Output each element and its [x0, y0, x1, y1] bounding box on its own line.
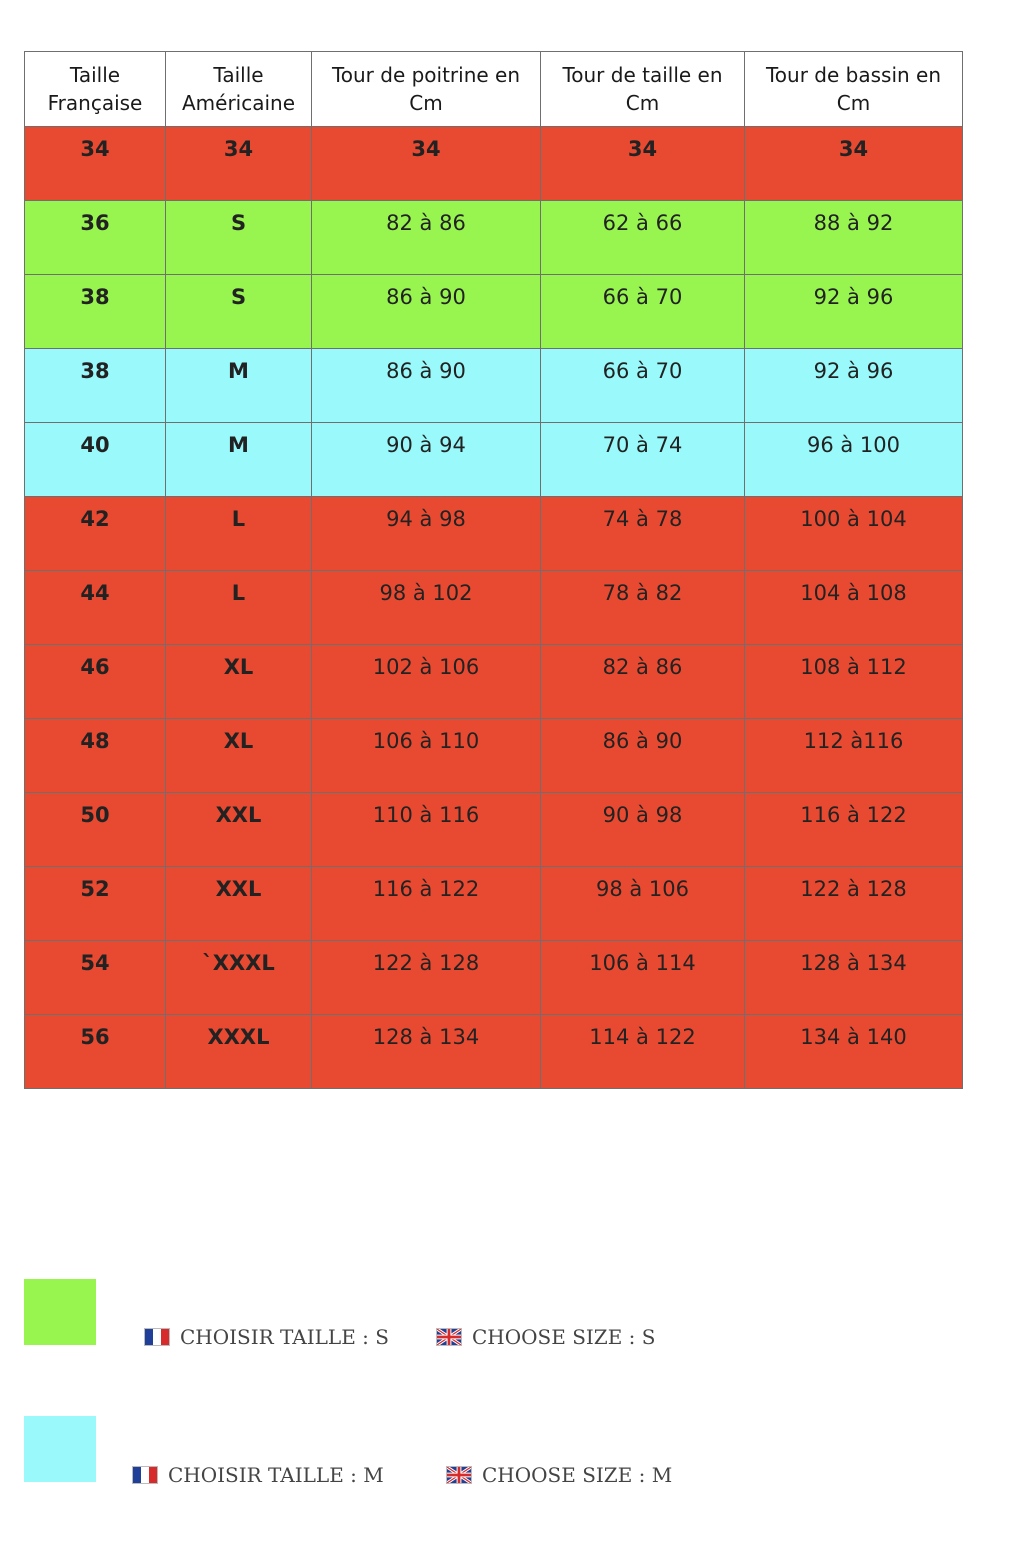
column-header-0	[25, 52, 166, 127]
table-cell: 116 à 122	[745, 793, 963, 867]
table-cell: 112 à116	[745, 719, 963, 793]
table-cell: 128 à 134	[745, 941, 963, 1015]
table-cell: 38	[25, 275, 166, 349]
column-header-line: Tour de bassin en	[765, 63, 942, 87]
table-cell: 116 à 122	[312, 867, 541, 941]
table-cell: 66 à 70	[541, 275, 745, 349]
table-cell: 122 à 128	[312, 941, 541, 1015]
table-cell: 86 à 90	[312, 349, 541, 423]
table-cell: 94 à 98	[312, 497, 541, 571]
table-cell: 88 à 92	[745, 201, 963, 275]
column-header-2	[312, 52, 541, 127]
uk-flag-icon	[436, 1328, 462, 1346]
table-cell: XXL	[166, 867, 312, 941]
legend-fr-text: CHOISIR TAILLE : S	[180, 1325, 389, 1349]
table-row	[25, 793, 963, 867]
table-cell: 54	[25, 941, 166, 1015]
table-row	[25, 1015, 963, 1089]
table-row	[25, 275, 963, 349]
table-cell: 90 à 98	[541, 793, 745, 867]
table-cell: M	[166, 423, 312, 497]
column-header-line: Cm	[625, 91, 660, 115]
column-header-1	[166, 52, 312, 127]
table-cell: L	[166, 497, 312, 571]
table-cell: XXL	[166, 793, 312, 867]
table-row	[25, 867, 963, 941]
table-cell: 40	[25, 423, 166, 497]
legend-en-label-m	[446, 1463, 672, 1487]
column-header-line: Tour de poitrine en	[331, 63, 521, 87]
table-cell: 106 à 114	[541, 941, 745, 1015]
table-cell: 128 à 134	[312, 1015, 541, 1089]
table-cell: 42	[25, 497, 166, 571]
column-header-line: Française	[47, 91, 143, 115]
table-row	[25, 719, 963, 793]
table-cell: 98 à 102	[312, 571, 541, 645]
table-cell: 74 à 78	[541, 497, 745, 571]
table-cell: 106 à 110	[312, 719, 541, 793]
table-cell: 46	[25, 645, 166, 719]
table-cell: 92 à 96	[745, 275, 963, 349]
column-header-line: Américaine	[181, 91, 296, 115]
table-cell: 104 à 108	[745, 571, 963, 645]
table-cell: 66 à 70	[541, 349, 745, 423]
table-cell: 82 à 86	[312, 201, 541, 275]
table-cell: 62 à 66	[541, 201, 745, 275]
table-cell: 50	[25, 793, 166, 867]
table-cell: 114 à 122	[541, 1015, 745, 1089]
french-flag-icon	[132, 1466, 158, 1484]
table-body	[25, 127, 963, 1089]
table-row	[25, 127, 963, 201]
table-row	[25, 497, 963, 571]
table-cell: 34	[541, 127, 745, 201]
table-cell: 56	[25, 1015, 166, 1089]
legend-swatch-cyan	[24, 1416, 96, 1482]
legend-en-text: CHOOSE SIZE : M	[482, 1463, 673, 1487]
french-flag-icon	[144, 1328, 170, 1346]
table-cell: 100 à 104	[745, 497, 963, 571]
table-cell: 70 à 74	[541, 423, 745, 497]
table-cell: 122 à 128	[745, 867, 963, 941]
legend-fr-text: CHOISIR TAILLE : M	[168, 1463, 384, 1487]
table-cell: 36	[25, 201, 166, 275]
table-row	[25, 423, 963, 497]
table-cell: 82 à 86	[541, 645, 745, 719]
table-cell: 38	[25, 349, 166, 423]
table-cell: 102 à 106	[312, 645, 541, 719]
header-row	[25, 52, 963, 127]
table-cell: 86 à 90	[541, 719, 745, 793]
table-row	[25, 349, 963, 423]
table-cell: `XXXL	[166, 941, 312, 1015]
column-header-3	[541, 52, 745, 127]
table-cell: 44	[25, 571, 166, 645]
table-cell: 86 à 90	[312, 275, 541, 349]
table-cell: 34	[745, 127, 963, 201]
table-cell: XL	[166, 719, 312, 793]
table-cell: XXXL	[166, 1015, 312, 1089]
legend-swatch-green	[24, 1279, 96, 1345]
table-cell: 108 à 112	[745, 645, 963, 719]
legend-fr-label-m	[132, 1463, 384, 1487]
column-header-line: Tour de taille en	[562, 63, 723, 87]
table-cell: 34	[25, 127, 166, 201]
table-row	[25, 941, 963, 1015]
legend-fr-label-s	[144, 1325, 389, 1349]
column-header-line: Cm	[836, 91, 871, 115]
table-cell: 96 à 100	[745, 423, 963, 497]
uk-flag-icon	[446, 1466, 472, 1484]
table-cell: M	[166, 349, 312, 423]
table-header	[25, 52, 963, 127]
table-cell: XL	[166, 645, 312, 719]
column-header-line: Taille	[213, 63, 264, 87]
size-chart-table	[24, 51, 963, 1089]
legend-en-text: CHOOSE SIZE : S	[472, 1325, 656, 1349]
table-cell: L	[166, 571, 312, 645]
table-cell: 34	[166, 127, 312, 201]
column-header-line: Taille	[69, 63, 121, 87]
table-cell: 90 à 94	[312, 423, 541, 497]
column-header-4	[745, 52, 963, 127]
table-cell: 78 à 82	[541, 571, 745, 645]
table-cell: S	[166, 201, 312, 275]
table-row	[25, 201, 963, 275]
table-cell: 92 à 96	[745, 349, 963, 423]
table-cell: 134 à 140	[745, 1015, 963, 1089]
table-cell: S	[166, 275, 312, 349]
table-cell: 52	[25, 867, 166, 941]
table-row	[25, 571, 963, 645]
table-cell: 98 à 106	[541, 867, 745, 941]
table-cell: 110 à 116	[312, 793, 541, 867]
column-header-line: Cm	[409, 91, 443, 115]
legend-en-label-s	[436, 1325, 655, 1349]
table-cell: 34	[312, 127, 541, 201]
table-cell: 48	[25, 719, 166, 793]
table-row	[25, 645, 963, 719]
